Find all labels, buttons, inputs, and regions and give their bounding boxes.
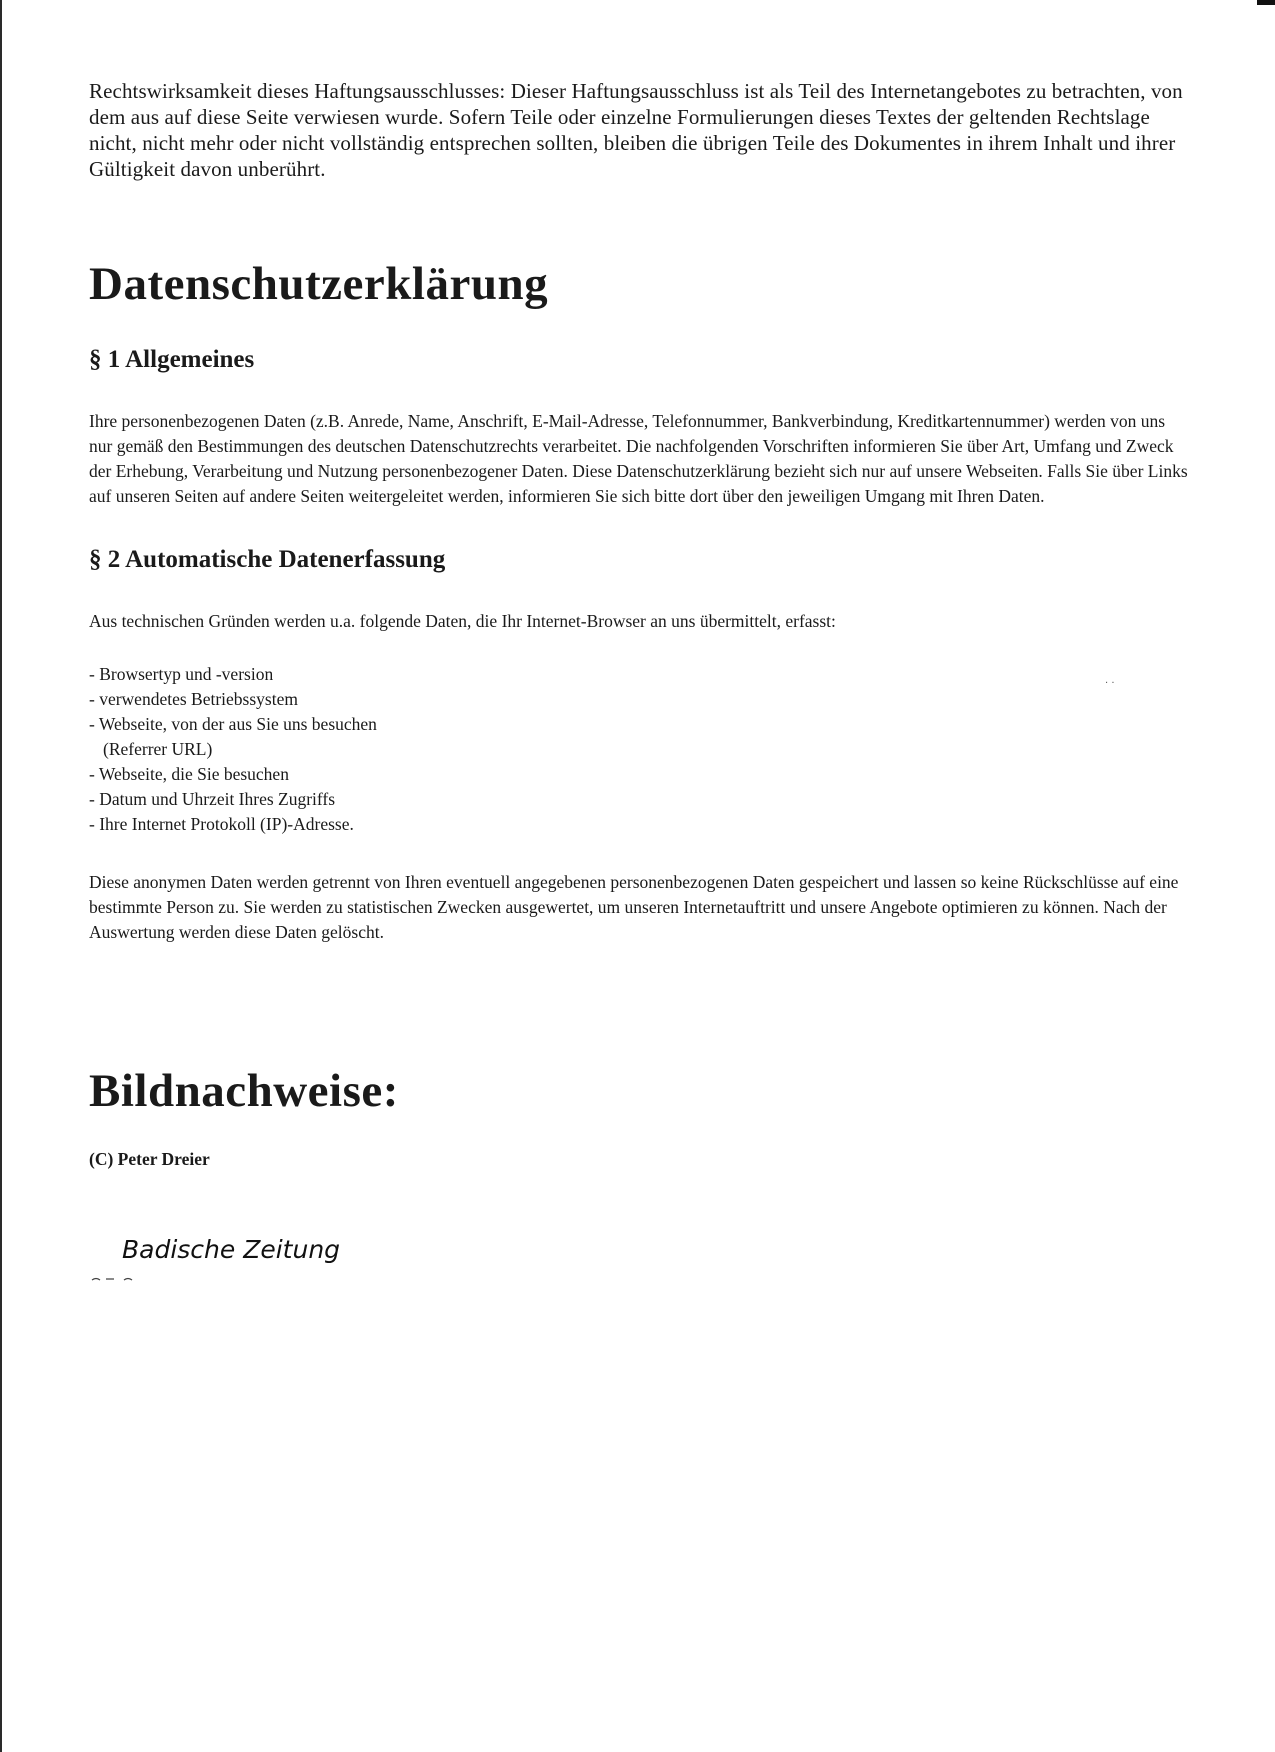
intro-paragraph: Rechtswirksamkeit dieses Haftungsausschlusses: Dieser Haftungsausschluss ist als Teil des Internetangebotes zu betrachten, von dem aus auf diese Seite verwiesen wurde. Sofern Teile oder einzelne Formulierungen dieses Textes der geltenden Rechtslage nicht, nicht mehr oder nicht vollständig entsprechen sollten, bleiben die übrigen Teile des Dokumentes in ihrem Inhalt und ihrer Gültigkeit davon unberührt. bbox=[89, 79, 1183, 181]
section-2-text: Aus technischen Gründen werden u.a. folgende Daten, die Ihr Internet-Browser an uns übermittelt, erfasst: bbox=[89, 611, 836, 631]
bildnachweise-title: Bildnachweise: bbox=[89, 1065, 399, 1117]
list-item: - Ihre Internet Protokoll (IP)-Adresse. bbox=[89, 814, 354, 834]
stray-ink-mark bbox=[90, 1276, 170, 1282]
section-1-heading: § 1 Allgemeines bbox=[89, 346, 255, 373]
data-list bbox=[89, 662, 1189, 837]
list-item: - verwendetes Betriebssystem bbox=[89, 689, 298, 709]
image-credit: (C) Peter Dreier bbox=[89, 1149, 210, 1169]
datenschutz-title: Datenschutzerklärung bbox=[89, 258, 549, 310]
handwritten-note-text: Badische Zeitung bbox=[122, 1235, 341, 1264]
document-page bbox=[89, 78, 1189, 1171]
list-item: - Webseite, von der aus Sie uns besuchen bbox=[89, 714, 377, 734]
scan-artifact-dots: · · bbox=[1105, 678, 1115, 689]
list-item: - Webseite, die Sie besuchen bbox=[89, 764, 289, 784]
anonymous-data-text: Diese anonymen Daten werden getrennt von Ihren eventuell angegebenen personenbezogenen Daten gespeichert und lassen so keine Rückschlüsse auf eine bestimmte Person zu. Sie werden zu statistischen Zwecken ausgewertet, um unseren Internetauftritt und unsere Angebote optimieren zu können. Nach der Auswertung werden diese Daten gelöscht. bbox=[89, 872, 1179, 942]
section-1-text: Ihre personenbezogenen Daten (z.B. Anrede, Name, Anschrift, E-Mail-Adresse, Telefonnummer, Bankverbindung, Kreditkartennummer) werden von uns nur gemäß den Bestimmungen des deutschen Datenschutzrechts verarbeitet. Die nachfolgenden Vorschriften informieren Sie über Art, Umfang und Zweck der Erhebung, Verarbeitung und Nutzung personenbezogener Daten. Diese Datenschutzerklärung bezieht sich nur auf unsere Webseiten. Falls Sie über Links auf unseren Seiten auf andere Seiten weitergeleitet werden, informieren Sie sich bitte dort über den jeweiligen Umgang mit Ihren Daten. bbox=[89, 411, 1188, 506]
list-item: - Datum und Uhrzeit Ihres Zugriffs bbox=[89, 789, 336, 809]
handwritten-note bbox=[120, 1228, 380, 1268]
list-item: (Referrer URL) bbox=[103, 739, 213, 759]
list-item: - Browsertyp und -version bbox=[89, 664, 274, 684]
section-2-heading: § 2 Automatische Datenerfassung bbox=[89, 546, 446, 573]
scan-edge-left bbox=[0, 0, 2, 1752]
scan-edge-mark bbox=[1257, 0, 1275, 5]
